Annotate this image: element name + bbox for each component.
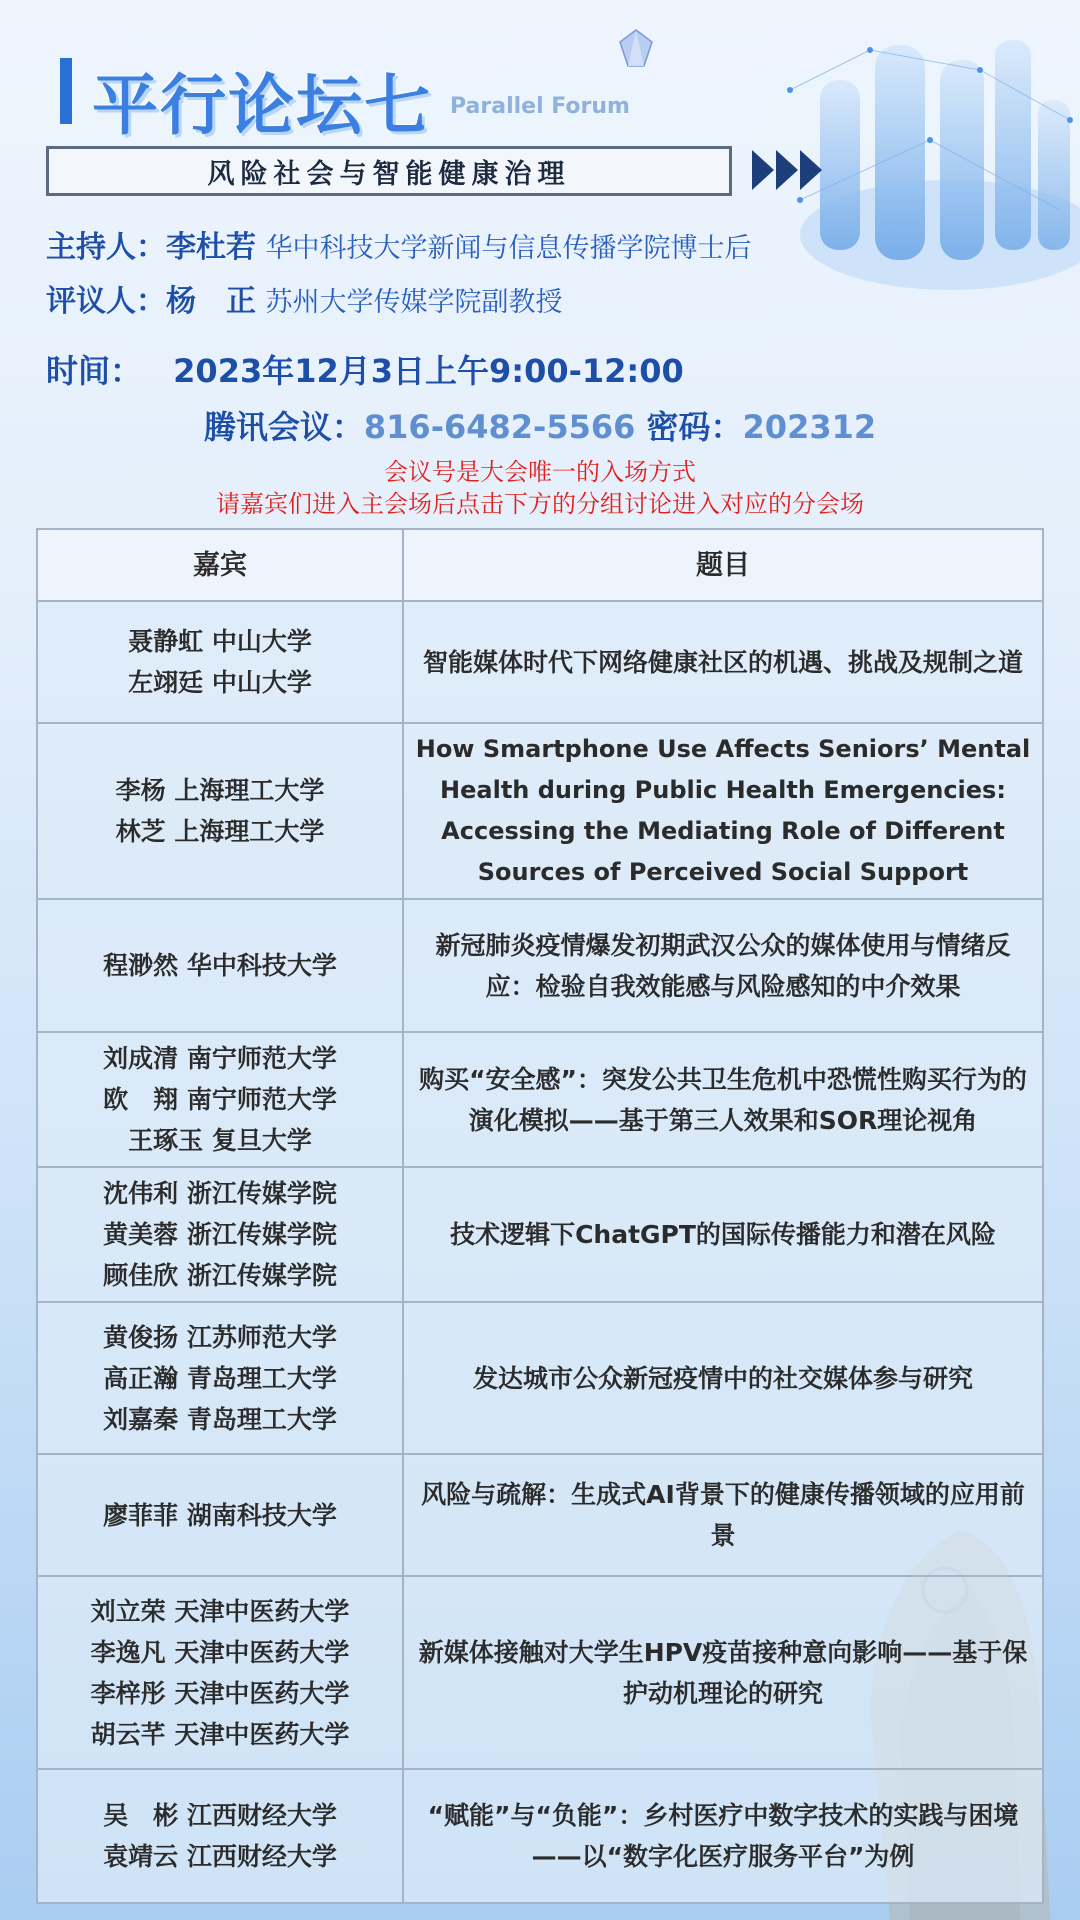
- guest-name: 林芝 上海理工大学: [115, 817, 325, 846]
- guest-name: 胡云芊 天津中医药大学: [90, 1719, 350, 1749]
- triple-arrow-icon: [752, 146, 826, 194]
- guest-name: 欧 翔 南宁师范大学: [103, 1085, 337, 1114]
- reviewer-line: [46, 276, 563, 320]
- guest-name: 顾佳欣 浙江传媒学院: [103, 1261, 337, 1290]
- forum-title: 平行论坛七: [92, 67, 432, 144]
- guest-name: 黄俊扬 江苏师范大学: [103, 1322, 337, 1352]
- time-label: 时间：: [46, 352, 143, 390]
- guest-name: 王琢玉 复旦大学: [128, 1126, 312, 1155]
- topic-cell: “赋能”与“负能”：乡村医疗中数字技术的实践与困境——以“数字化医疗服务平台”为例: [403, 1769, 1043, 1903]
- notice-entry: 会议号是大会唯一的入场方式: [384, 458, 696, 486]
- guest-name: 李杨 上海理工大学: [115, 776, 325, 805]
- notice-breakout: 请嘉宾们进入主会场后点击下方的分组讨论进入对应的分会场: [216, 490, 864, 518]
- guest-name: 廖菲菲 湖南科技大学: [103, 1500, 337, 1530]
- table-row: [37, 1167, 1043, 1302]
- guest-name: 左翊廷 中山大学: [128, 668, 312, 697]
- topic-cell: 新冠肺炎疫情爆发初期武汉公众的媒体使用与情绪反应：检验自我效能感与风险感知的中介效果: [403, 899, 1043, 1032]
- reviewer-label: 评议人：: [46, 284, 166, 319]
- guest-name: 沈伟利 浙江传媒学院: [103, 1179, 337, 1208]
- guest-name: 袁靖云 江西财经大学: [103, 1842, 337, 1871]
- guest-cell: [37, 1769, 403, 1903]
- table-row: [37, 1302, 1043, 1454]
- guest-cell: [37, 723, 403, 899]
- table-row: [37, 899, 1043, 1032]
- table-row: [37, 1576, 1043, 1769]
- table-row: [37, 1032, 1043, 1167]
- guest-cell: [37, 1302, 403, 1454]
- table-row: [37, 1454, 1043, 1576]
- guest-cell: [37, 1167, 403, 1302]
- forum-title-english: Parallel Forum: [450, 94, 630, 119]
- guest-cell: [37, 1576, 403, 1769]
- host-name: 李杜若: [166, 230, 256, 265]
- password-label: 密码：: [646, 408, 743, 446]
- topic-cell: How Smartphone Use Affects Seniors’ Mental Health during Public Health Emergencies: Accessing the Mediating Role of Different Sources of Perceived Social Support: [403, 723, 1043, 899]
- topic-cell: 风险与疏解：生成式AI背景下的健康传播领域的应用前景: [403, 1454, 1043, 1576]
- topic-cell: 新媒体接触对大学生HPV疫苗接种意向影响——基于保护动机理论的研究: [403, 1576, 1043, 1769]
- reviewer-name: 杨 正: [166, 284, 256, 319]
- time-line: [46, 346, 684, 392]
- guest-cell: [37, 1032, 403, 1167]
- reviewer-affiliation: 苏州大学传媒学院副教授: [265, 287, 563, 318]
- meeting-info: [0, 402, 1080, 448]
- header-topic: 题目: [403, 529, 1043, 601]
- guest-name: 黄美蓉 浙江传媒学院: [103, 1220, 337, 1249]
- host-label: 主持人：: [46, 230, 166, 265]
- table-row: [37, 601, 1043, 723]
- title-accent-bar: [60, 58, 72, 124]
- guest-cell: [37, 1454, 403, 1576]
- guest-cell: [37, 601, 403, 723]
- topic-cell: 技术逻辑下ChatGPT的国际传播能力和潜在风险: [403, 1167, 1043, 1302]
- guest-name: 刘立荣 天津中医药大学: [90, 1596, 350, 1626]
- topic-cell: 购买“安全感”：突发公共卫生危机中恐慌性购买行为的演化模拟——基于第三人效果和SOR理论视角: [403, 1032, 1043, 1167]
- guest-name: 刘嘉秦 青岛理工大学: [103, 1404, 337, 1434]
- meeting-number: 816-6482-5566: [363, 408, 636, 446]
- guest-name: 李逸凡 天津中医药大学: [90, 1637, 350, 1667]
- topic-cell: 智能媒体时代下网络健康社区的机遇、挑战及规制之道: [403, 601, 1043, 723]
- topic-cell: 发达城市公众新冠疫情中的社交媒体参与研究: [403, 1302, 1043, 1454]
- header-guest: 嘉宾: [37, 529, 403, 601]
- guest-name: 聂静虹 中山大学: [128, 627, 312, 656]
- table-header-row: [37, 529, 1043, 601]
- table-row: [37, 723, 1043, 899]
- meeting-password: 202312: [742, 408, 877, 446]
- guest-name: 李梓彤 天津中医药大学: [90, 1678, 350, 1708]
- guest-name: 高正瀚 青岛理工大学: [103, 1363, 337, 1393]
- guest-name: 吴 彬 江西财经大学: [103, 1801, 337, 1830]
- guest-name: 程渺然 华中科技大学: [103, 951, 337, 980]
- forum-subtitle: 风险社会与智能健康治理: [46, 146, 732, 196]
- host-line: [46, 222, 752, 266]
- meeting-label: 腾讯会议：: [203, 408, 364, 446]
- guest-cell: [37, 899, 403, 1032]
- guest-name: 刘成清 南宁师范大学: [103, 1044, 337, 1073]
- crystal-icon: [618, 28, 654, 68]
- table-row: [37, 1769, 1043, 1903]
- time-value: 2023年12月3日上午9:00-12:00: [173, 352, 684, 390]
- host-affiliation: 华中科技大学新闻与信息传播学院博士后: [265, 233, 752, 264]
- agenda-table: [36, 528, 1044, 1904]
